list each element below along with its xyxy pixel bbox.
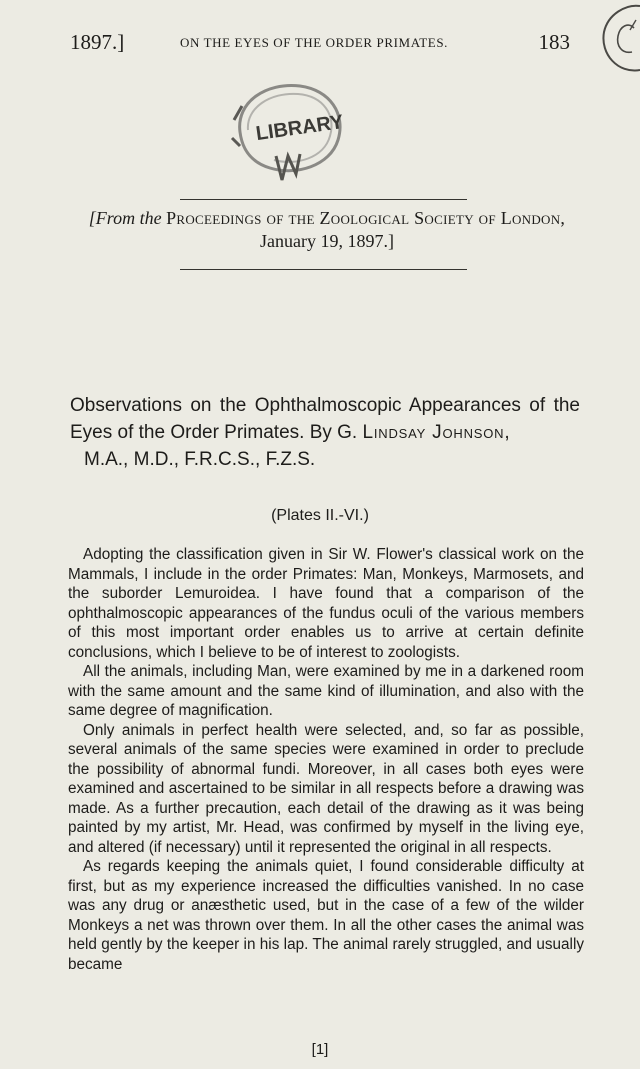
source-prefix: [From the — [88, 208, 162, 228]
header-year: 1897.] — [70, 30, 125, 54]
paragraph: All the animals, including Man, were examined by me in a darkened room with the same amount and the same kind of illumination, and also with the same degree of magnification. — [68, 663, 584, 719]
paragraph: As regards keeping the animals quiet, I found considerable difficulty at first, but as my experience increased the difficulties vanished. In no case was any drug or anæsthetic used, but in the case of a few of the wilder Monkeys a net was thrown over them. In all the other cases the animal was held gently by the keeper in his lap. The animal rarely struggled, and usually became — [68, 858, 584, 973]
article-title — [70, 392, 580, 473]
page-number: 183 — [538, 30, 570, 54]
library-stamp — [226, 76, 350, 184]
rule-top — [180, 199, 467, 200]
source-society: Proceedings of the Zoological Society of London, — [166, 208, 566, 228]
article-body — [68, 545, 584, 974]
signature-mark: [1] — [311, 1041, 329, 1058]
rule-bottom — [180, 269, 467, 270]
source-date: January 19, 1897.] — [260, 231, 394, 251]
running-header — [70, 30, 570, 54]
source-note — [72, 207, 582, 253]
stamp-text: LIBRARY — [254, 111, 345, 146]
paragraph: Only animals in perfect health were selected, and, so far as possible, several animals of the same species were examined in order to preclude the possibility of abnormal fundi. Moreover, in all cases both eyes were examined and ascertained to be similar in all respects before a drawing was made. As a further precaution, each detail of the drawing as it was being painted by my artist, Mr. Head, was confirmed by myself in the living eye, and altered (if necessary) until it represented the original in all respects. — [68, 721, 584, 856]
handwritten-corner-mark — [582, 0, 640, 82]
author-degrees: M.A., M.D., F.R.C.S., F.Z.S. — [84, 449, 316, 470]
running-title: ON THE EYES OF THE ORDER PRIMATES. — [180, 35, 449, 50]
author-name: Lindsay Johnson, — [362, 422, 511, 443]
plates-note: (Plates II.-VI.) — [271, 507, 369, 524]
title-by: By G. — [309, 422, 358, 443]
title-text: Observations on the Ophthalmoscopic Appearances of the Eyes of the Order Primates. — [70, 395, 580, 443]
paragraph: Adopting the classification given in Sir W. Flower's classical work on the Mammals, I include in the order Primates: Man, Monkeys, Marmosets, and the suborder Lemuroidea. I have found that a comparison of the ophthalmoscopic appearances of the fundus oculi of the various members of this most important order enables us to arrive at certain definite conclusions, which I believe to be of interest to zoologists. — [68, 546, 584, 661]
